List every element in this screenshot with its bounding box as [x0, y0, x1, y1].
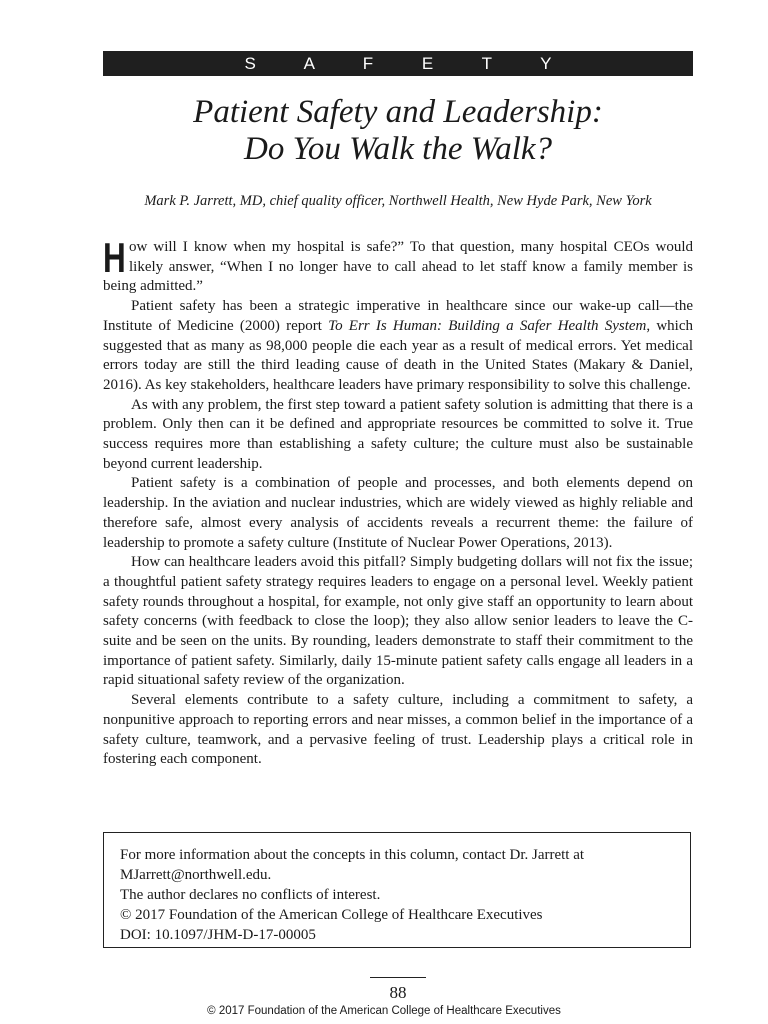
- page-number: 88: [389, 983, 407, 1002]
- footer-divider: [370, 977, 426, 978]
- paragraph-6: Several elements contribute to a safety culture, including a commitment to safety, a nonpunitive approach to reporting errors and near misses, a common belief in the importance of a safety culture, teamwork, and a pervasive feeling of trust. Leadership plays a critical role in fostering each component.: [103, 692, 693, 768]
- copyright-notice: © 2017 Foundation of the American College of Healthcare Executives: [120, 907, 543, 923]
- paragraph-5: How can healthcare leaders avoid this pitfall? Simply budgeting dollars will not fix the issue; a thoughtful patient safety strategy requires leaders to engage on a personal level. Weekly patient safety rounds throughout a hospital, for example, not only give staff an opportunity to learn about safety concerns (with feedback to close the loop); they also allow senior leaders to leave the C-suite and be seen on the units. By rounding, leaders demonstrate to staff their commitment to the importance of patient safety. Similarly, daily 15-minute patient safety calls engage all leaders in a rapid situational safety review of the organization.: [103, 554, 693, 689]
- author-info-box: [103, 832, 691, 948]
- contact-info: For more information about the concepts in this column, contact Dr. Jarrett at MJarrett@northwell.edu.: [120, 847, 585, 883]
- section-label: S A F E T Y: [244, 53, 574, 73]
- conflict-disclosure: The author declares no conflicts of interest.: [120, 887, 381, 903]
- paragraph-1: [103, 234, 693, 297]
- paragraph-2: [103, 297, 693, 396]
- article-title: [103, 94, 693, 168]
- section-banner: [103, 51, 693, 76]
- paragraph-2-text-a: Patient safety has been a strategic imperative in healthcare since our wake-up call—the Institute of Medicine (2000) report: [103, 298, 693, 334]
- paragraph-3: As with any problem, the first step toward a patient safety solution is admitting that there is a problem. Only then can it be defined and appropriate resources be committed to solve it. True success requires more than establishing a safety culture; the culture must also be sustainable beyond current leadership.: [103, 396, 693, 472]
- paragraph-1-text: ow will I know when my hospital is safe?” To that question, many hospital CEOs would likely answer, “When I no longer have to call ahead to let staff know a family member is being admitted.”: [103, 239, 693, 295]
- report-title: To Err Is Human: Building a Safer Health System: [328, 317, 647, 334]
- author-byline: Mark P. Jarrett, MD, chief quality officer, Northwell Health, New Hyde Park, New York: [144, 193, 652, 209]
- paragraph-2-text-b: , which suggested that as many as 98,000 people die each year as a result of medical errors. Yet medical errors today are still the third leading cause of death in the United States (Makary & Daniel, 2016). As key stakeholders, healthcare leaders have primary responsibility to solve this challenge.: [103, 317, 694, 393]
- drop-cap: H: [103, 234, 126, 281]
- doi: DOI: 10.1097/JHM-D-17-00005: [120, 927, 316, 943]
- footer-copyright: © 2017 Foundation of the American College of Healthcare Executives: [207, 1005, 561, 1017]
- title-line-2: Do You Walk the Walk?: [243, 131, 553, 167]
- paragraph-4: Patient safety is a combination of people and processes, and both elements depend on leadership. In the aviation and nuclear industries, which are widely viewed as highly reliable and therefore safe, almost every analysis of accidents reveals a recurrent theme: the failure of leadership to promote a safety culture (Institute of Nuclear Power Operations, 2013).: [103, 475, 693, 551]
- title-line-1: Patient Safety and Leadership:: [193, 94, 603, 130]
- article-body: [103, 234, 694, 770]
